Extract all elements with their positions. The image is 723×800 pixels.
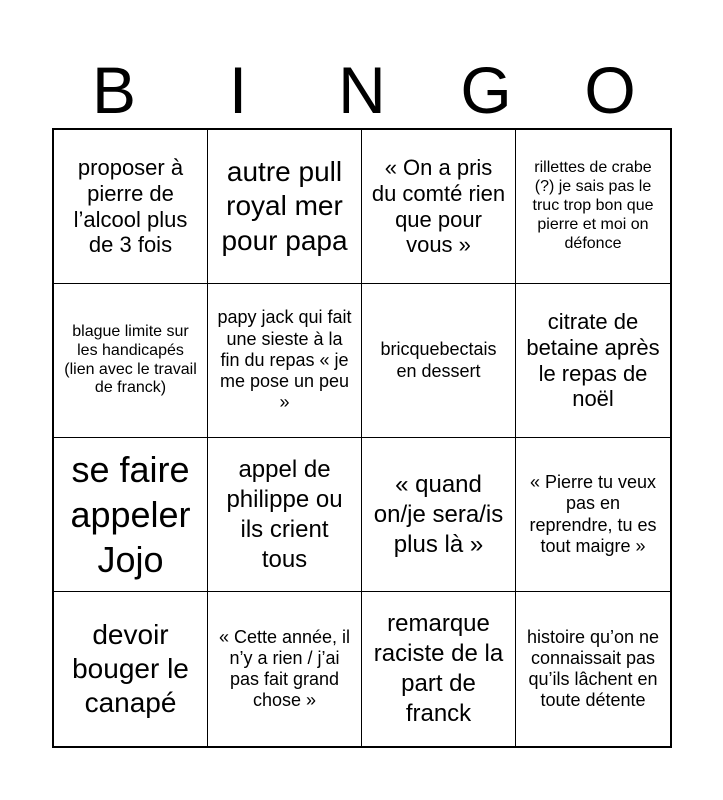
bingo-header (52, 52, 672, 128)
bingo-board (52, 128, 672, 748)
bingo-cell[interactable]: appel de philippe ou ils crient tous (208, 438, 362, 592)
bingo-cell[interactable]: citrate de betaine après le repas de noël (516, 284, 670, 438)
bingo-cell[interactable]: « Cette année, il n’y a rien / j’ai pas fait grand chose » (208, 592, 362, 746)
bingo-cell[interactable]: papy jack qui fait une sieste à la fin du repas « je me pose un peu » (208, 284, 362, 438)
bingo-cell[interactable]: « On a pris du comté rien que pour vous » (362, 130, 516, 284)
header-letter-o: O (584, 53, 636, 127)
bingo-cell[interactable]: rillettes de crabe (?) je sais pas le truc trop bon que pierre et moi on défonce (516, 130, 670, 284)
bingo-cell[interactable]: histoire qu’on ne connaissait pas qu’ils lâchent en toute détente (526, 626, 660, 711)
bingo-cell[interactable]: autre pull royal mer pour papa (208, 130, 362, 284)
bingo-cell[interactable]: « quand on/je sera/is plus là » (362, 438, 516, 592)
header-letter-g: G (460, 53, 512, 127)
bingo-cell[interactable]: « Pierre tu veux pas en reprendre, tu es tout maigre » (516, 438, 670, 592)
bingo-cell[interactable]: se faire appeler Jojo (54, 438, 208, 592)
header-letter-n: N (338, 53, 386, 127)
bingo-cell[interactable]: bricquebectais en dessert (362, 284, 516, 438)
bingo-cell[interactable]: blague limite sur les handicapés (lien avec le travail de franck) (54, 284, 208, 438)
header-letter-i: I (228, 53, 248, 127)
bingo-cell[interactable]: devoir bouger le canapé (54, 592, 208, 746)
bingo-cell[interactable]: remarque raciste de la part de franck (362, 592, 516, 746)
header-letter-b: B (91, 53, 137, 127)
bingo-cell[interactable]: proposer à pierre de l’alcool plus de 3 fois (54, 130, 208, 284)
